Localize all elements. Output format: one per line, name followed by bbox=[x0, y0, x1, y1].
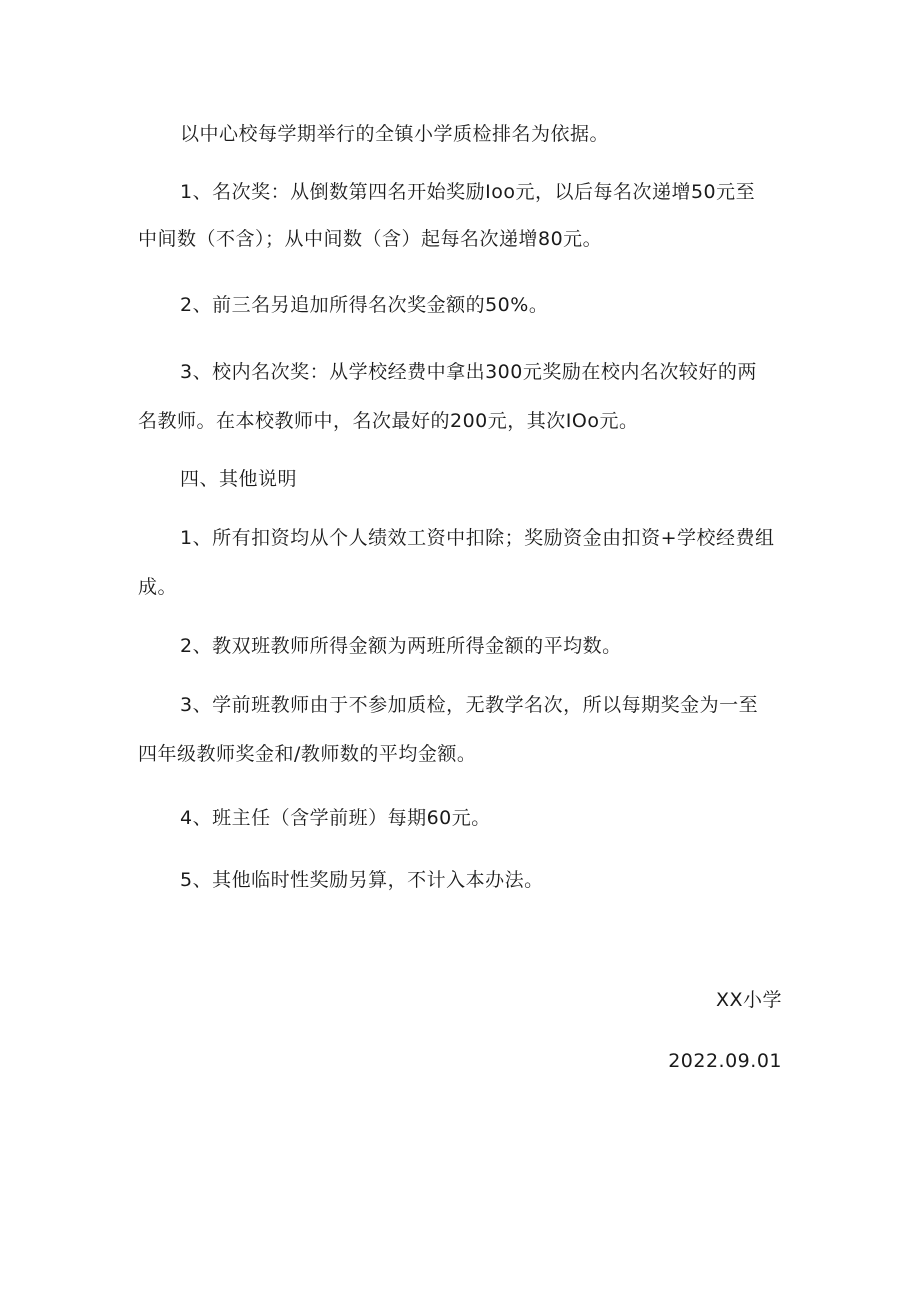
intro-paragraph: 以中心校每学期举行的全镇小学质检排名为依据。 bbox=[180, 123, 610, 145]
note-1-line-1: 1、所有扣资均从个人绩效工资中扣除；奖励资金由扣资+学校经费组 bbox=[180, 527, 775, 549]
award-3-line-1: 3、校内名次奖：从学校经费中拿出300元奖励在校内名次较好的两 bbox=[180, 361, 757, 383]
note-4-line-1: 4、班主任（含学前班）每期60元。 bbox=[180, 807, 491, 829]
award-2-line-1: 2、前三名另追加所得名次奖金额的50%。 bbox=[180, 294, 549, 316]
note-1-line-2: 成。 bbox=[138, 576, 178, 598]
award-1-line-2: 中间数（不含）；从中间数（含）起每名次递增80元。 bbox=[138, 228, 603, 250]
note-5-line-1: 5、其他临时性奖励另算，不计入本办法。 bbox=[180, 869, 544, 891]
note-3-line-1: 3、学前班教师由于不参加质检，无教学名次，所以每期奖金为一至 bbox=[180, 694, 759, 716]
award-1-line-1: 1、名次奖：从倒数第四名开始奖励Ioo元，以后每名次递增50元至 bbox=[180, 181, 756, 203]
award-3-line-2: 名教师。在本校教师中，名次最好的200元，其次IOo元。 bbox=[138, 410, 639, 432]
date: 2022.09.01 bbox=[668, 1050, 782, 1072]
signature: XX小学 bbox=[715, 989, 782, 1011]
note-3-line-2: 四年级教师奖金和/教师数的平均金额。 bbox=[138, 743, 477, 765]
section-heading: 四、其他说明 bbox=[180, 468, 298, 490]
note-2-line-1: 2、教双班教师所得金额为两班所得金额的平均数。 bbox=[180, 635, 622, 657]
